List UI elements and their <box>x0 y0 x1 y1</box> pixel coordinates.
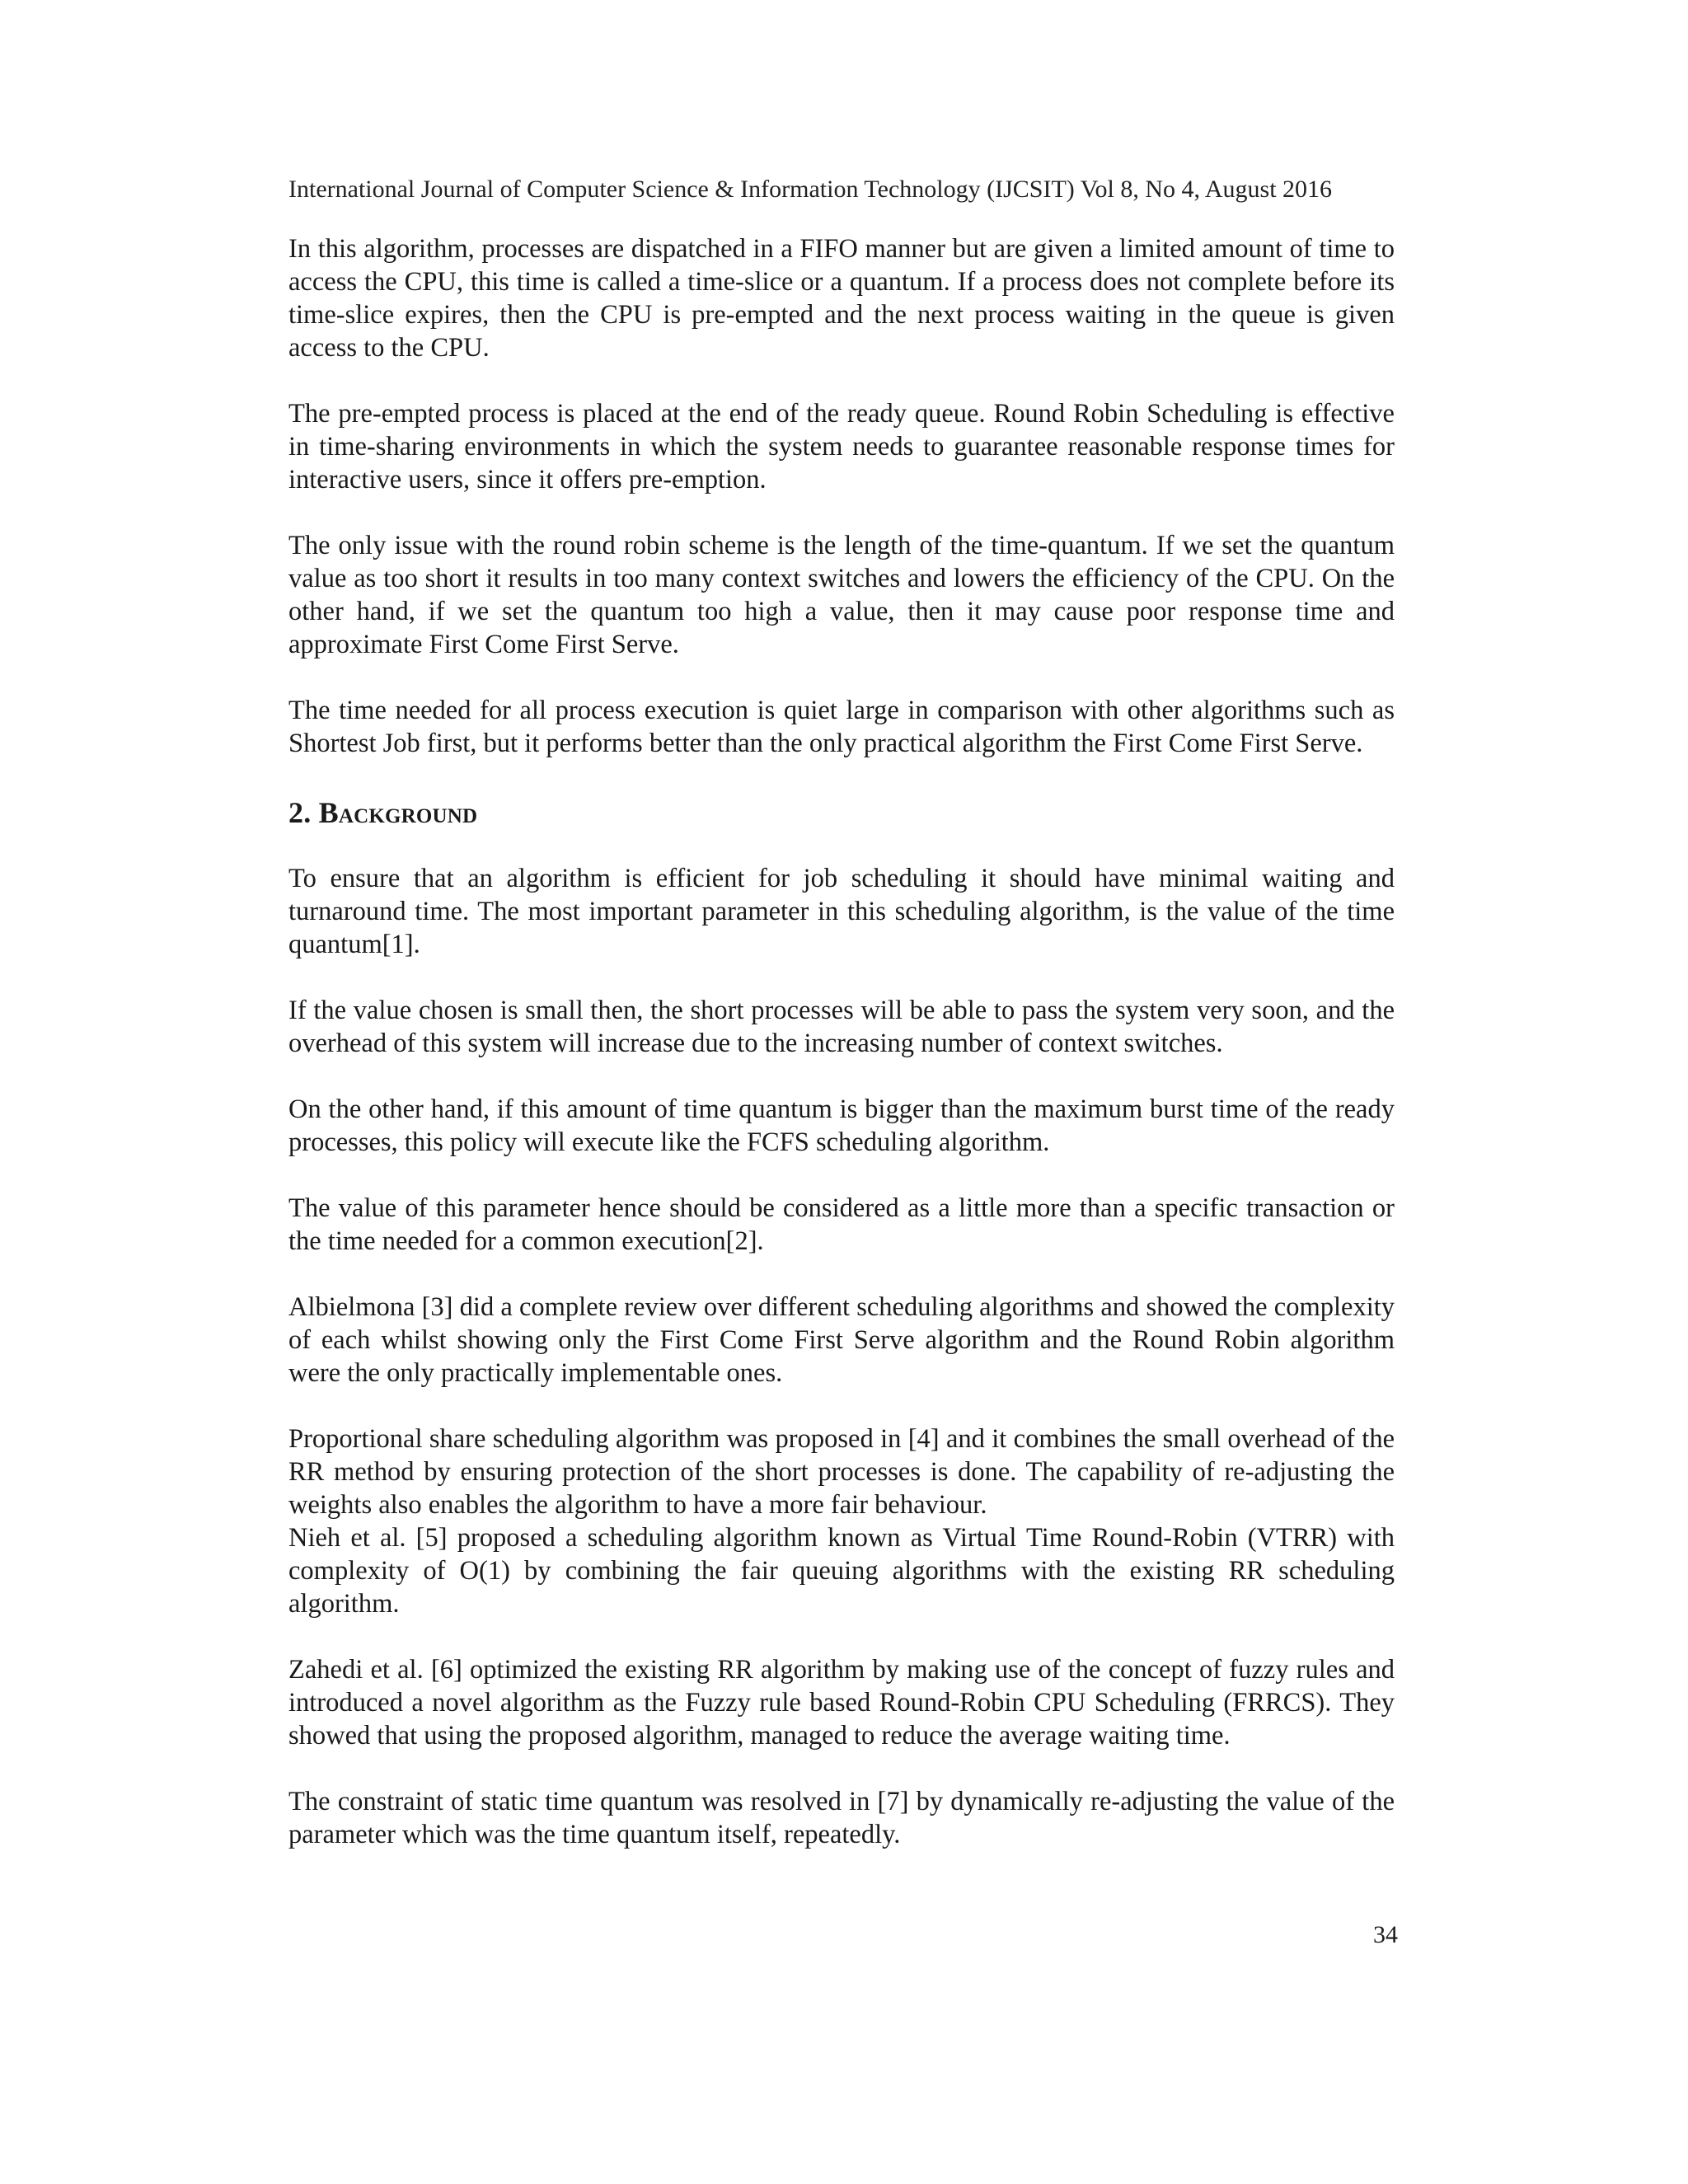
running-header: International Journal of Computer Science & Information Technology (IJCSIT) Vol 8, No 4, August 2016 <box>288 176 1333 203</box>
paragraph-dynamic-quantum: The constraint of static time quantum was resolved in [7] by dynamically re-adjusting the value of the parameter which was the time quantum itself, repeatedly. <box>288 1787 1395 1849</box>
paragraph-proportional-share: Proportional share scheduling algorithm was proposed in [4] and it combines the small overhead of the RR method by ensuring protection of the short processes is done. The capability of re-adjusting the weights also enables the algorithm to have a more fair behaviour. <box>288 1424 1395 1520</box>
section-number: 2. <box>288 796 312 829</box>
paragraph-small-quantum: If the value chosen is small then, the short processes will be able to pass the system very soon, and the overhead of this system will increase due to the increasing number of context switches. <box>288 996 1395 1058</box>
paragraph-large-quantum: On the other hand, if this amount of time quantum is bigger than the maximum burst time of the ready processes, this policy will execute like the FCFS scheduling algorithm. <box>288 1094 1395 1157</box>
paragraph-parameter-value: The value of this parameter hence should be considered as a little more than a specific transaction or the time needed for a common execution[2]. <box>288 1193 1395 1256</box>
article-body <box>288 232 1395 1851</box>
section-heading-background <box>288 794 1395 831</box>
paragraph-frrcs: Zahedi et al. [6] optimized the existing RR algorithm by making use of the concept of fuzzy rules and introduced a novel algorithm as the Fuzzy rule based Round-Robin CPU Scheduling (FRRCS). They showed that using the proposed algorithm, managed to reduce the average waiting time. <box>288 1655 1395 1750</box>
page-number: 34 <box>1373 1921 1398 1948</box>
paragraph-efficiency: To ensure that an algorithm is efficient for job scheduling it should have minimal waiting and turnaround time. The most important parameter in this scheduling algorithm, is the value of the time quantum[1]. <box>288 864 1395 959</box>
paragraph-vtrr: Nieh et al. [5] proposed a scheduling algorithm known as Virtual Time Round-Robin (VTRR) with complexity of O(1) by combining the fair queuing algorithms with the existing RR scheduling algorithm. <box>288 1523 1395 1619</box>
paragraph-preempted-process: The pre-empted process is placed at the end of the ready queue. Round Robin Scheduling is effective in time-sharing environments in which the system needs to guarantee reasonable response times for interactive users, since it offers pre-emption. <box>288 399 1395 494</box>
paragraph-albielmona-review: Albielmona [3] did a complete review over different scheduling algorithms and showed the complexity of each whilst showing only the First Come First Serve algorithm and the Round Robin algorithm were the only practically implementable ones. <box>288 1292 1395 1388</box>
paragraph-time-quantum-issue: The only issue with the round robin scheme is the length of the time-quantum. If we set the quantum value as too short it results in too many context switches and lowers the efficiency of the CPU. On the other hand, if we set the quantum too high a value, then it may cause poor response time and approximate First Come First Serve. <box>288 531 1395 659</box>
paragraph-round-robin-intro: In this algorithm, processes are dispatched in a FIFO manner but are given a limited amount of time to access the CPU, this time is called a time-slice or a quantum. If a process does not complete before its time-slice expires, then the CPU is pre-empted and the next process waiting in the queue is given access to the CPU. <box>288 234 1395 363</box>
paragraph-execution-time: The time needed for all process execution is quiet large in comparison with other algorithms such as Shortest Job first, but it performs better than the only practical algorithm the First Come First Serve. <box>288 696 1395 758</box>
section-title: Background <box>318 796 478 829</box>
